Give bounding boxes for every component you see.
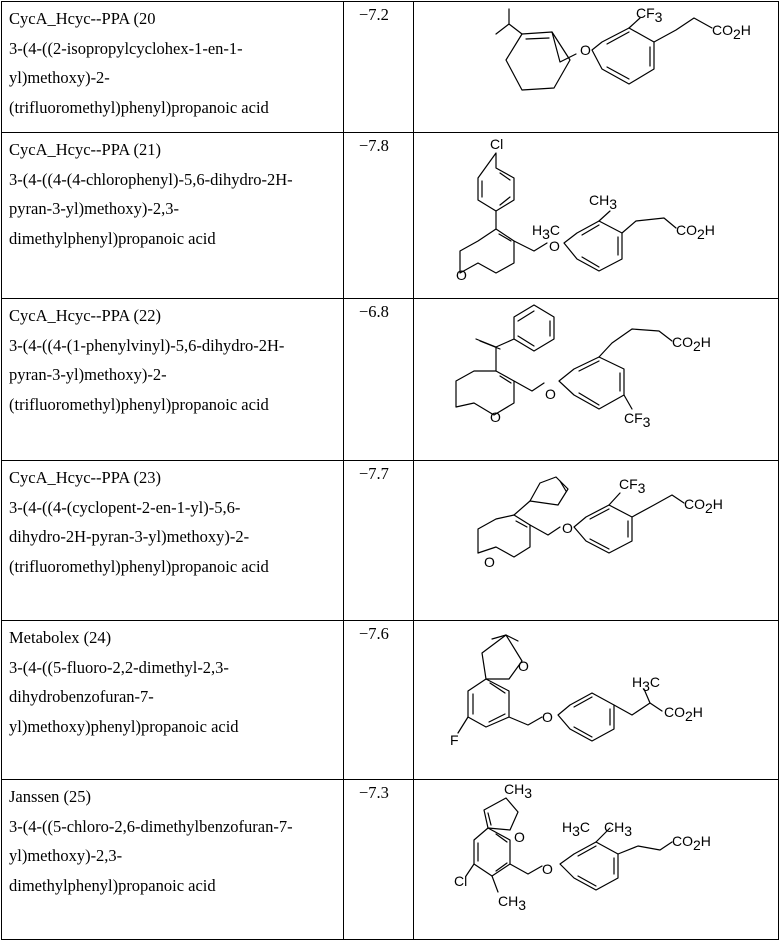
docking-score: −7.3 xyxy=(344,780,414,940)
docking-score: −7.2 xyxy=(344,2,414,133)
oxygen-atom: O xyxy=(580,42,591,58)
ch3-label: CH3 xyxy=(604,819,633,839)
fluoro-label: F xyxy=(450,732,459,748)
compound-name-cell xyxy=(2,299,344,461)
iupac-line: pyran-3-yl)methoxy)-2- xyxy=(9,365,167,384)
structure-cell xyxy=(414,299,779,461)
compound-title: CycA_Hcyc--PPA (21) xyxy=(9,140,162,159)
docking-score: −7.6 xyxy=(344,621,414,780)
table-row xyxy=(2,780,779,940)
iupac-line: (trifluoromethyl)phenyl)propanoic acid xyxy=(9,394,269,414)
ch3-label: CH3 xyxy=(504,781,533,801)
oxygen-atom: O xyxy=(549,238,560,254)
compound-title: CycA_Hcyc--PPA (22) xyxy=(9,306,162,325)
iupac-line: pyran-3-yl)methoxy)-2,3- xyxy=(9,199,179,218)
molecule-structure-21 xyxy=(414,133,780,298)
oxygen-atom: O xyxy=(514,829,525,845)
chloro-label: Cl xyxy=(454,873,468,889)
co2h-label: CO2H xyxy=(664,704,703,724)
compound-title: CycA_Hcyc--PPA (23) xyxy=(9,468,162,487)
iupac-line: dimethylphenyl)propanoic acid xyxy=(9,228,216,248)
iupac-line: 3-(4-((4-(cyclopent-2-en-1-yl)-5,6- xyxy=(9,497,241,517)
iupac-line: 3-(4-((5-chloro-2,6-dimethylbenzofuran-7- xyxy=(9,816,293,836)
cf3-label: CF3 xyxy=(619,476,646,496)
structure-cell xyxy=(414,133,779,299)
docking-score: −6.8 xyxy=(344,299,414,461)
compound-name-cell xyxy=(2,461,344,621)
table-row xyxy=(2,133,779,299)
oxygen-atom: O xyxy=(562,520,573,536)
iupac-line: yl)methoxy)phenyl)propanoic acid xyxy=(9,716,239,736)
iupac-line: 3-(4-((5-fluoro-2,2-dimethyl-2,3- xyxy=(9,657,229,677)
table-row xyxy=(2,621,779,780)
compound-title: Metabolex (24) xyxy=(9,628,112,647)
ch3-label: CH3 xyxy=(498,893,527,913)
compound-title: CycA_Hcyc--PPA (20 xyxy=(9,9,156,28)
co2h-label: CO2H xyxy=(672,833,711,853)
compound-name-cell xyxy=(2,780,344,940)
molecule-structure-23 xyxy=(414,461,780,620)
oxygen-atom: O xyxy=(456,267,467,283)
oxygen-atom: O xyxy=(484,554,495,570)
oxygen-atom: O xyxy=(518,658,529,674)
chloro-label: Cl xyxy=(490,136,504,152)
cf3-label: CF3 xyxy=(624,410,651,430)
iupac-line: 3-(4-((2-isopropylcyclohex-1-en-1- xyxy=(9,38,243,58)
iupac-line: yl)methoxy)-2- xyxy=(9,68,110,87)
oxygen-atom: O xyxy=(542,861,553,877)
table-row xyxy=(2,299,779,461)
structure-cell xyxy=(414,780,779,940)
co2h-label: CO2H xyxy=(712,22,751,42)
h3c-label: H3C xyxy=(562,819,591,839)
iupac-line: (trifluoromethyl)phenyl)propanoic acid xyxy=(9,97,269,117)
iupac-line: yl)methoxy)-2,3- xyxy=(9,846,123,865)
docking-score: −7.7 xyxy=(344,461,414,621)
co2h-label: CO2H xyxy=(672,334,711,354)
table-row xyxy=(2,2,779,133)
docking-score: −7.8 xyxy=(344,133,414,299)
structure-cell xyxy=(414,2,779,133)
compound-title: Janssen (25) xyxy=(9,787,92,806)
ch3-label: CH3 xyxy=(589,192,618,212)
iupac-line: 3-(4-((4-(4-chlorophenyl)-5,6-dihydro-2H- xyxy=(9,169,293,189)
iupac-line: dihydrobenzofuran-7- xyxy=(9,687,154,706)
molecule-structure-24 xyxy=(414,621,780,779)
h3c-label: H3C xyxy=(632,674,661,694)
table-row xyxy=(2,461,779,621)
molecule-structure-22 xyxy=(414,299,780,460)
iupac-line: dimethylphenyl)propanoic acid xyxy=(9,875,216,895)
molecule-structure-25 xyxy=(414,780,780,939)
cf3-label: CF3 xyxy=(636,5,663,25)
iupac-line: (trifluoromethyl)phenyl)propanoic acid xyxy=(9,556,269,576)
oxygen-atom: O xyxy=(490,409,501,425)
compound-name-cell xyxy=(2,621,344,780)
compound-name-cell xyxy=(2,2,344,133)
iupac-line: dihydro-2H-pyran-3-yl)methoxy)-2- xyxy=(9,527,250,546)
molecule-structure-20 xyxy=(414,2,780,132)
compound-name-cell xyxy=(2,133,344,299)
compound-table xyxy=(1,1,779,940)
oxygen-atom: O xyxy=(542,709,553,725)
structure-cell xyxy=(414,461,779,621)
oxygen-atom: O xyxy=(545,386,556,402)
structure-cell xyxy=(414,621,779,780)
co2h-label: CO2H xyxy=(684,496,723,516)
h3c-label: H3C xyxy=(532,222,561,242)
co2h-label: CO2H xyxy=(676,222,715,242)
iupac-line: 3-(4-((4-(1-phenylvinyl)-5,6-dihydro-2H- xyxy=(9,335,285,355)
